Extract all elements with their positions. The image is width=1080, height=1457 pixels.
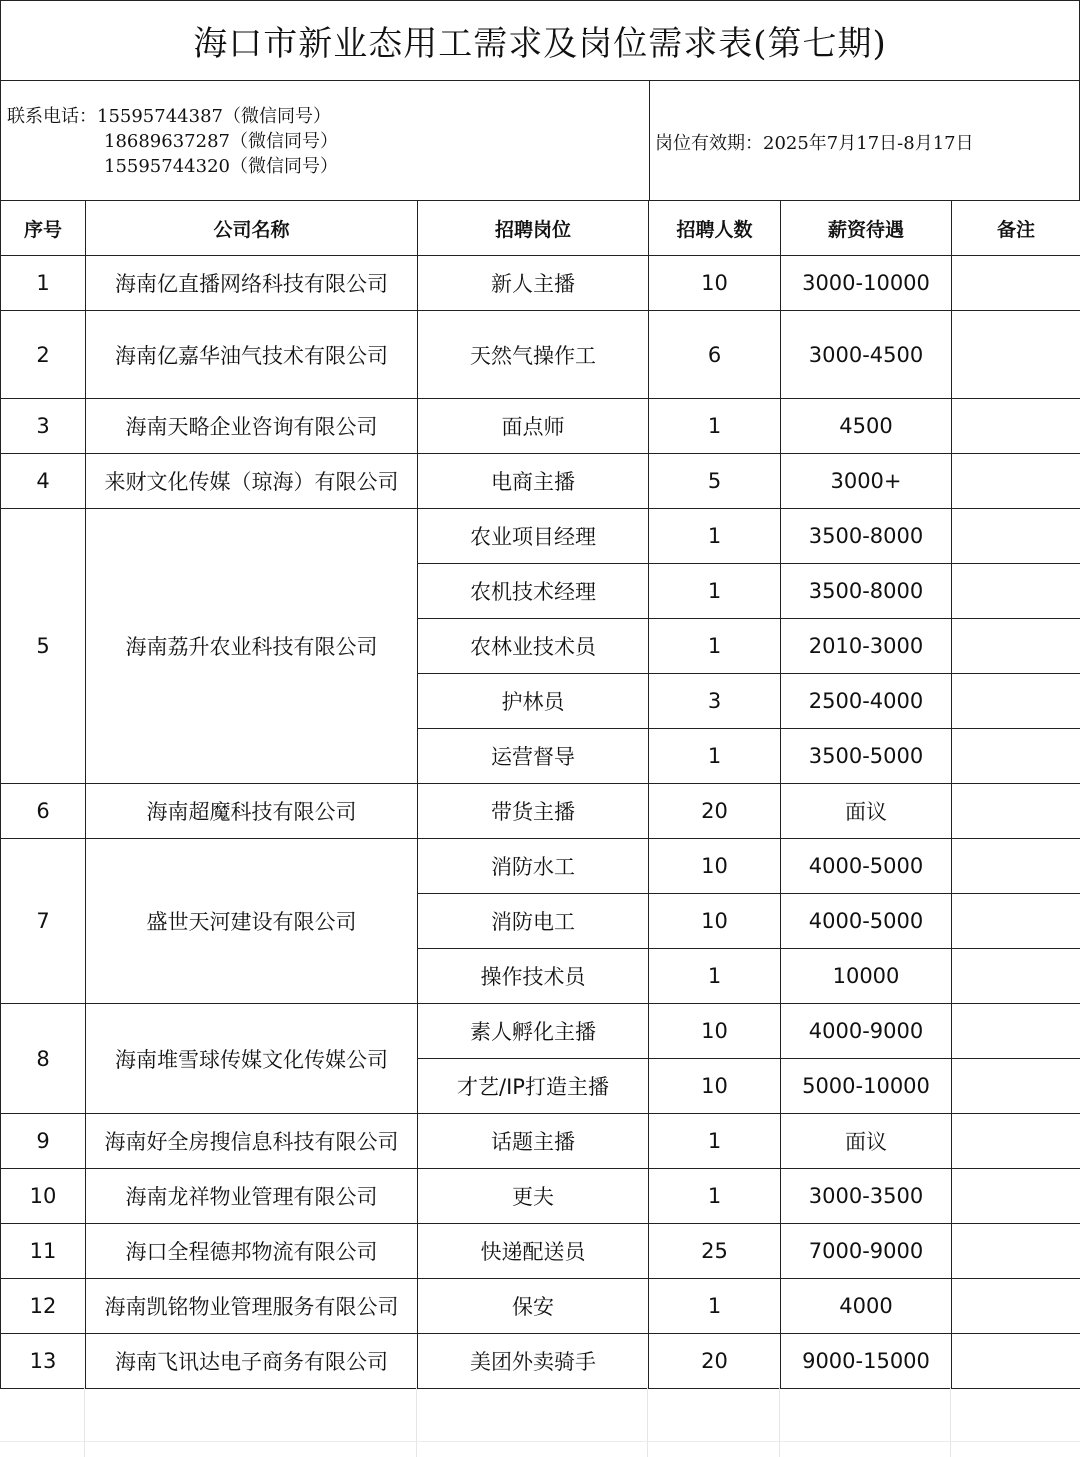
- job-position: 天然气操作工: [418, 311, 649, 399]
- job-position: 素人孵化主播: [418, 1004, 649, 1059]
- job-salary: 2500-4000: [781, 674, 952, 729]
- job-position: 话题主播: [418, 1114, 649, 1169]
- job-count: 10: [649, 1059, 781, 1114]
- job-salary: 4000-5000: [781, 894, 952, 949]
- table-row: [1, 1114, 1080, 1169]
- company-name: 海南堆雪球传媒文化传媒公司: [86, 1004, 418, 1114]
- job-position: 电商主播: [418, 454, 649, 509]
- job-salary: 面议: [781, 784, 952, 839]
- company-name: 海南天略企业咨询有限公司: [86, 399, 418, 454]
- header-note: 备注: [952, 201, 1080, 256]
- job-position: 美团外卖骑手: [418, 1334, 649, 1389]
- grid-line: [0, 1441, 1080, 1442]
- job-salary: 5000-10000: [781, 1059, 952, 1114]
- job-salary: 3000-10000: [781, 256, 952, 311]
- job-count: 10: [649, 894, 781, 949]
- job-note: [952, 454, 1080, 509]
- contact-phone-3: 15595744320（微信同号）: [104, 156, 338, 177]
- job-count: 1: [649, 509, 781, 564]
- job-note: [952, 1334, 1080, 1389]
- job-note: [952, 839, 1080, 894]
- validity-period: 岗位有效期：2025年7月17日-8月17日: [655, 133, 974, 154]
- job-note: [952, 1169, 1080, 1224]
- table-row: [1, 1224, 1080, 1279]
- grid-line: [84, 1387, 85, 1457]
- job-position: 才艺/IP打造主播: [418, 1059, 649, 1114]
- job-note: [952, 311, 1080, 399]
- company-name: 海南好全房搜信息科技有限公司: [86, 1114, 418, 1169]
- contact-label: 联系电话：: [7, 106, 97, 127]
- company-name: 盛世天河建设有限公司: [86, 839, 418, 1004]
- row-number: 11: [1, 1224, 86, 1279]
- company-name: 海南飞讯达电子商务有限公司: [86, 1334, 418, 1389]
- job-note: [952, 564, 1080, 619]
- job-position: 护林员: [418, 674, 649, 729]
- contact-divider: [649, 80, 650, 200]
- job-count: 5: [649, 454, 781, 509]
- job-salary: 3500-5000: [781, 729, 952, 784]
- job-position: 快递配送员: [418, 1224, 649, 1279]
- job-position: 保安: [418, 1279, 649, 1334]
- company-name: 海口全程德邦物流有限公司: [86, 1224, 418, 1279]
- grid-line: [950, 1387, 951, 1457]
- row-number: 13: [1, 1334, 86, 1389]
- job-position: 农机技术经理: [418, 564, 649, 619]
- job-note: [952, 1004, 1080, 1059]
- row-number: 5: [1, 509, 86, 784]
- job-position: 操作技术员: [418, 949, 649, 1004]
- company-name: 海南凯铭物业管理服务有限公司: [86, 1279, 418, 1334]
- table-row: [1, 784, 1080, 839]
- job-note: [952, 784, 1080, 839]
- job-note: [952, 729, 1080, 784]
- company-name: 海南亿直播网络科技有限公司: [86, 256, 418, 311]
- grid-line: [779, 1387, 780, 1457]
- table-row: [1, 1169, 1080, 1224]
- job-salary: 4500: [781, 399, 952, 454]
- job-salary: 3000-4500: [781, 311, 952, 399]
- contact-phone-2: 18689637287（微信同号）: [104, 131, 338, 152]
- job-salary: 4000-9000: [781, 1004, 952, 1059]
- job-count: 20: [649, 1334, 781, 1389]
- contact-info: [7, 104, 338, 179]
- row-number: 9: [1, 1114, 86, 1169]
- job-position: 消防电工: [418, 894, 649, 949]
- table-row: [1, 509, 1080, 564]
- job-salary: 4000-5000: [781, 839, 952, 894]
- job-position: 新人主播: [418, 256, 649, 311]
- row-number: 2: [1, 311, 86, 399]
- job-salary: 3000+: [781, 454, 952, 509]
- job-position: 农业项目经理: [418, 509, 649, 564]
- job-count: 1: [649, 949, 781, 1004]
- company-name: 海南荔升农业科技有限公司: [86, 509, 418, 784]
- job-note: [952, 1224, 1080, 1279]
- job-count: 3: [649, 674, 781, 729]
- row-number: 8: [1, 1004, 86, 1114]
- row-number: 1: [1, 256, 86, 311]
- header-company: 公司名称: [86, 201, 418, 256]
- job-note: [952, 1114, 1080, 1169]
- job-note: [952, 399, 1080, 454]
- job-count: 1: [649, 564, 781, 619]
- table-row: [1, 1279, 1080, 1334]
- job-count: 10: [649, 1004, 781, 1059]
- grid-line: [647, 1387, 648, 1457]
- job-note: [952, 619, 1080, 674]
- job-position: 更夫: [418, 1169, 649, 1224]
- job-count: 1: [649, 729, 781, 784]
- job-position: 消防水工: [418, 839, 649, 894]
- table-row: [1, 839, 1080, 894]
- job-salary: 7000-9000: [781, 1224, 952, 1279]
- header-no: 序号: [1, 201, 86, 256]
- company-name: 海南亿嘉华油气技术有限公司: [86, 311, 418, 399]
- empty-grid-area: [0, 1387, 1080, 1457]
- job-position: 运营督导: [418, 729, 649, 784]
- row-number: 6: [1, 784, 86, 839]
- company-name: 海南超魔科技有限公司: [86, 784, 418, 839]
- job-note: [952, 1279, 1080, 1334]
- company-name: 来财文化传媒（琼海）有限公司: [86, 454, 418, 509]
- job-count: 6: [649, 311, 781, 399]
- job-salary: 2010-3000: [781, 619, 952, 674]
- header-row: [1, 201, 1080, 256]
- company-name: 海南龙祥物业管理有限公司: [86, 1169, 418, 1224]
- contact-phone-1: 15595744387（微信同号）: [97, 106, 331, 127]
- job-note: [952, 1059, 1080, 1114]
- table-row: [1, 399, 1080, 454]
- job-note: [952, 256, 1080, 311]
- jobs-body: [1, 256, 1080, 1389]
- job-count: 1: [649, 1169, 781, 1224]
- job-count: 1: [649, 399, 781, 454]
- job-note: [952, 509, 1080, 564]
- job-count: 10: [649, 839, 781, 894]
- table-row: [1, 311, 1080, 399]
- job-salary: 3500-8000: [781, 509, 952, 564]
- grid-line: [416, 1387, 417, 1457]
- contact-line-1: [7, 104, 338, 129]
- job-salary: 10000: [781, 949, 952, 1004]
- job-salary: 4000: [781, 1279, 952, 1334]
- row-number: 12: [1, 1279, 86, 1334]
- job-salary: 3500-8000: [781, 564, 952, 619]
- job-count: 1: [649, 1114, 781, 1169]
- table-row: [1, 454, 1080, 509]
- table-row: [1, 1004, 1080, 1059]
- row-number: 10: [1, 1169, 86, 1224]
- job-salary: 9000-15000: [781, 1334, 952, 1389]
- job-count: 20: [649, 784, 781, 839]
- job-salary: 面议: [781, 1114, 952, 1169]
- table-row: [1, 1334, 1080, 1389]
- job-count: 1: [649, 1279, 781, 1334]
- jobs-table: [0, 200, 1080, 1389]
- row-number: 7: [1, 839, 86, 1004]
- header-count: 招聘人数: [649, 201, 781, 256]
- row-number: 4: [1, 454, 86, 509]
- job-count: 10: [649, 256, 781, 311]
- job-count: 25: [649, 1224, 781, 1279]
- sheet-title: 海口市新业态用工需求及岗位需求表(第七期): [0, 0, 1080, 81]
- header-position: 招聘岗位: [418, 201, 649, 256]
- job-position: 带货主播: [418, 784, 649, 839]
- header-salary: 薪资待遇: [781, 201, 952, 256]
- table-row: [1, 256, 1080, 311]
- job-note: [952, 894, 1080, 949]
- row-number: 3: [1, 399, 86, 454]
- job-note: [952, 949, 1080, 1004]
- job-salary: 3000-3500: [781, 1169, 952, 1224]
- job-note: [952, 674, 1080, 729]
- job-position: 农林业技术员: [418, 619, 649, 674]
- job-position: 面点师: [418, 399, 649, 454]
- job-count: 1: [649, 619, 781, 674]
- contact-row: [0, 80, 1080, 201]
